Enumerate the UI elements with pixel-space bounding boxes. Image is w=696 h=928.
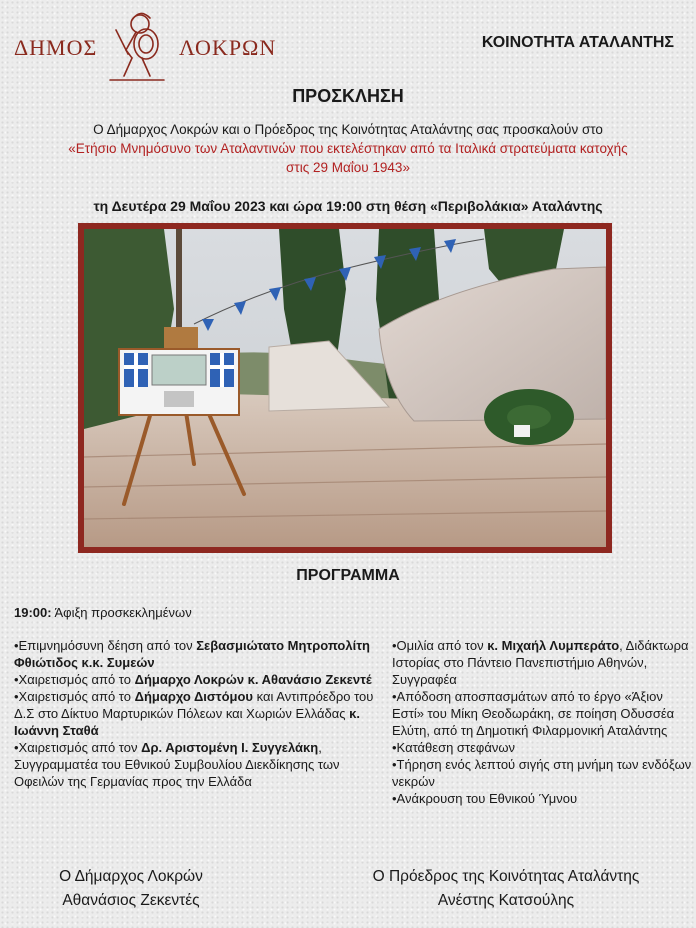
program-item-text: •Ομιλία από τον (392, 638, 488, 653)
program-item-bold: Σεβασμιώτατο Μητροπολίτη Φθιώτιδος κ.κ. Συμεών (14, 638, 370, 670)
program-item-text: •Χαιρετισμός από το (14, 689, 135, 704)
community-name: ΚΟΙΝΟΤΗΤΑ ΑΤΑΛΑΝΤΗΣ (481, 34, 674, 51)
program-item (14, 637, 374, 671)
intro-line: Ο Δήμαρχος Λοκρών και ο Πρόεδρος της Κοινότητας Αταλάντης σας προσκαλούν στο (93, 122, 603, 137)
program-item (392, 637, 692, 688)
program-item-text: •Τήρηση ενός λεπτού σιγής στη μνήμη των ενδόξων νεκρών (392, 757, 692, 789)
program-item-bold: Δήμαρχο Διστόμου (134, 689, 254, 704)
program-item-bold: κ. Ιωάννη Σταθά (14, 706, 361, 738)
program-item (392, 790, 692, 807)
president-signature (330, 865, 682, 913)
logo-text-right: ΛΟΚΡΩΝ (179, 35, 277, 60)
mayor-role: Ο Δήμαρχος Λοκρών (59, 868, 203, 885)
program-item-bold: Δρ. Αριστομένη Ι. Συγγελάκη (141, 740, 319, 755)
logo-text-left: ΔΗΜΟΣ (14, 35, 98, 60)
program-item-text: •Απόδοση αποσπασμάτων από το έργο «Άξιον Εστί» του Μίκη Θεοδωράκη, σε ποίηση Οδυσσέα Ελύτη, από τη Δημοτική Φιλαρμονική Αταλάντης (392, 689, 675, 738)
program-item-text: , Συγγραμματέα του Εθνικού Συμβουλίου Διεκδίκησης των Οφειλών της Γερμανίας προς την Ελλάδα (14, 740, 340, 789)
event-date-line: στις 29 Μαΐου 1943» (286, 160, 410, 175)
program-item-text: •Ανάκρουση του Εθνικού Ύμνου (392, 791, 578, 806)
program-item-text: •Χαιρετισμός από το (14, 672, 135, 687)
program-list-left (14, 637, 374, 790)
warrior-emblem-icon (102, 10, 174, 84)
program-item-bold: κ. Μιχαήλ Λυμπεράτο (487, 638, 620, 653)
program-item-bold: Δήμαρχο Λοκρών κ. Αθανάσιο Ζεκεντέ (134, 672, 372, 687)
arrival-line (14, 605, 192, 620)
program-item-text: •Κατάθεση στεφάνων (392, 740, 515, 755)
program-title: ΠΡΟΓΡΑΜΜΑ (296, 567, 400, 584)
arrival-text: Άφιξη προσκεκλημένων (51, 605, 192, 620)
president-role: Ο Πρόεδρος της Κοινότητας Αταλάντης (372, 868, 640, 885)
invitation-title: ΠΡΟΣΚΛΗΣΗ (292, 86, 404, 106)
mayor-name: Αθανάσιος Ζεκεντές (62, 892, 200, 909)
memorial-photo (78, 223, 612, 553)
program-item-text: και Αντιπρόεδρο του Δ.Σ στο Δίκτυο Μαρτυρικών Πόλεων και Χωριών Ελλάδας (14, 689, 374, 721)
program-item (14, 688, 374, 739)
program-item (14, 739, 374, 790)
program-item-text: •Επιμνημόσυνη δέηση από τον (14, 638, 197, 653)
program-list-right (392, 637, 692, 807)
invitation-intro (20, 120, 676, 177)
program-item (392, 688, 692, 739)
mayor-signature (26, 865, 236, 913)
memorial-photo-illustration (84, 229, 606, 547)
event-when: τη Δευτέρα 29 Μαΐου 2023 και ώρα 19:00 στη θέση «Περιβολάκια» Αταλάντης (93, 198, 603, 214)
president-name: Ανέστης Κατσούλης (437, 892, 575, 909)
program-item (392, 739, 692, 756)
municipality-logo (14, 10, 277, 84)
program-item-text: •Χαιρετισμός από τον (14, 740, 142, 755)
program-item-text: , Διδάκτωρα Ιστορίας στο Πάντειο Πανεπιστήμιο Αθηνών, Συγγραφέα (392, 638, 689, 687)
event-name-line: «Ετήσιο Μνημόσυνο των Αταλαντινών που εκτελέστηκαν από τα Ιταλικά στρατεύματα κατοχής (68, 141, 628, 156)
program-item (392, 756, 692, 790)
program-item (14, 671, 374, 688)
arrival-time: 19:00: (14, 605, 52, 620)
